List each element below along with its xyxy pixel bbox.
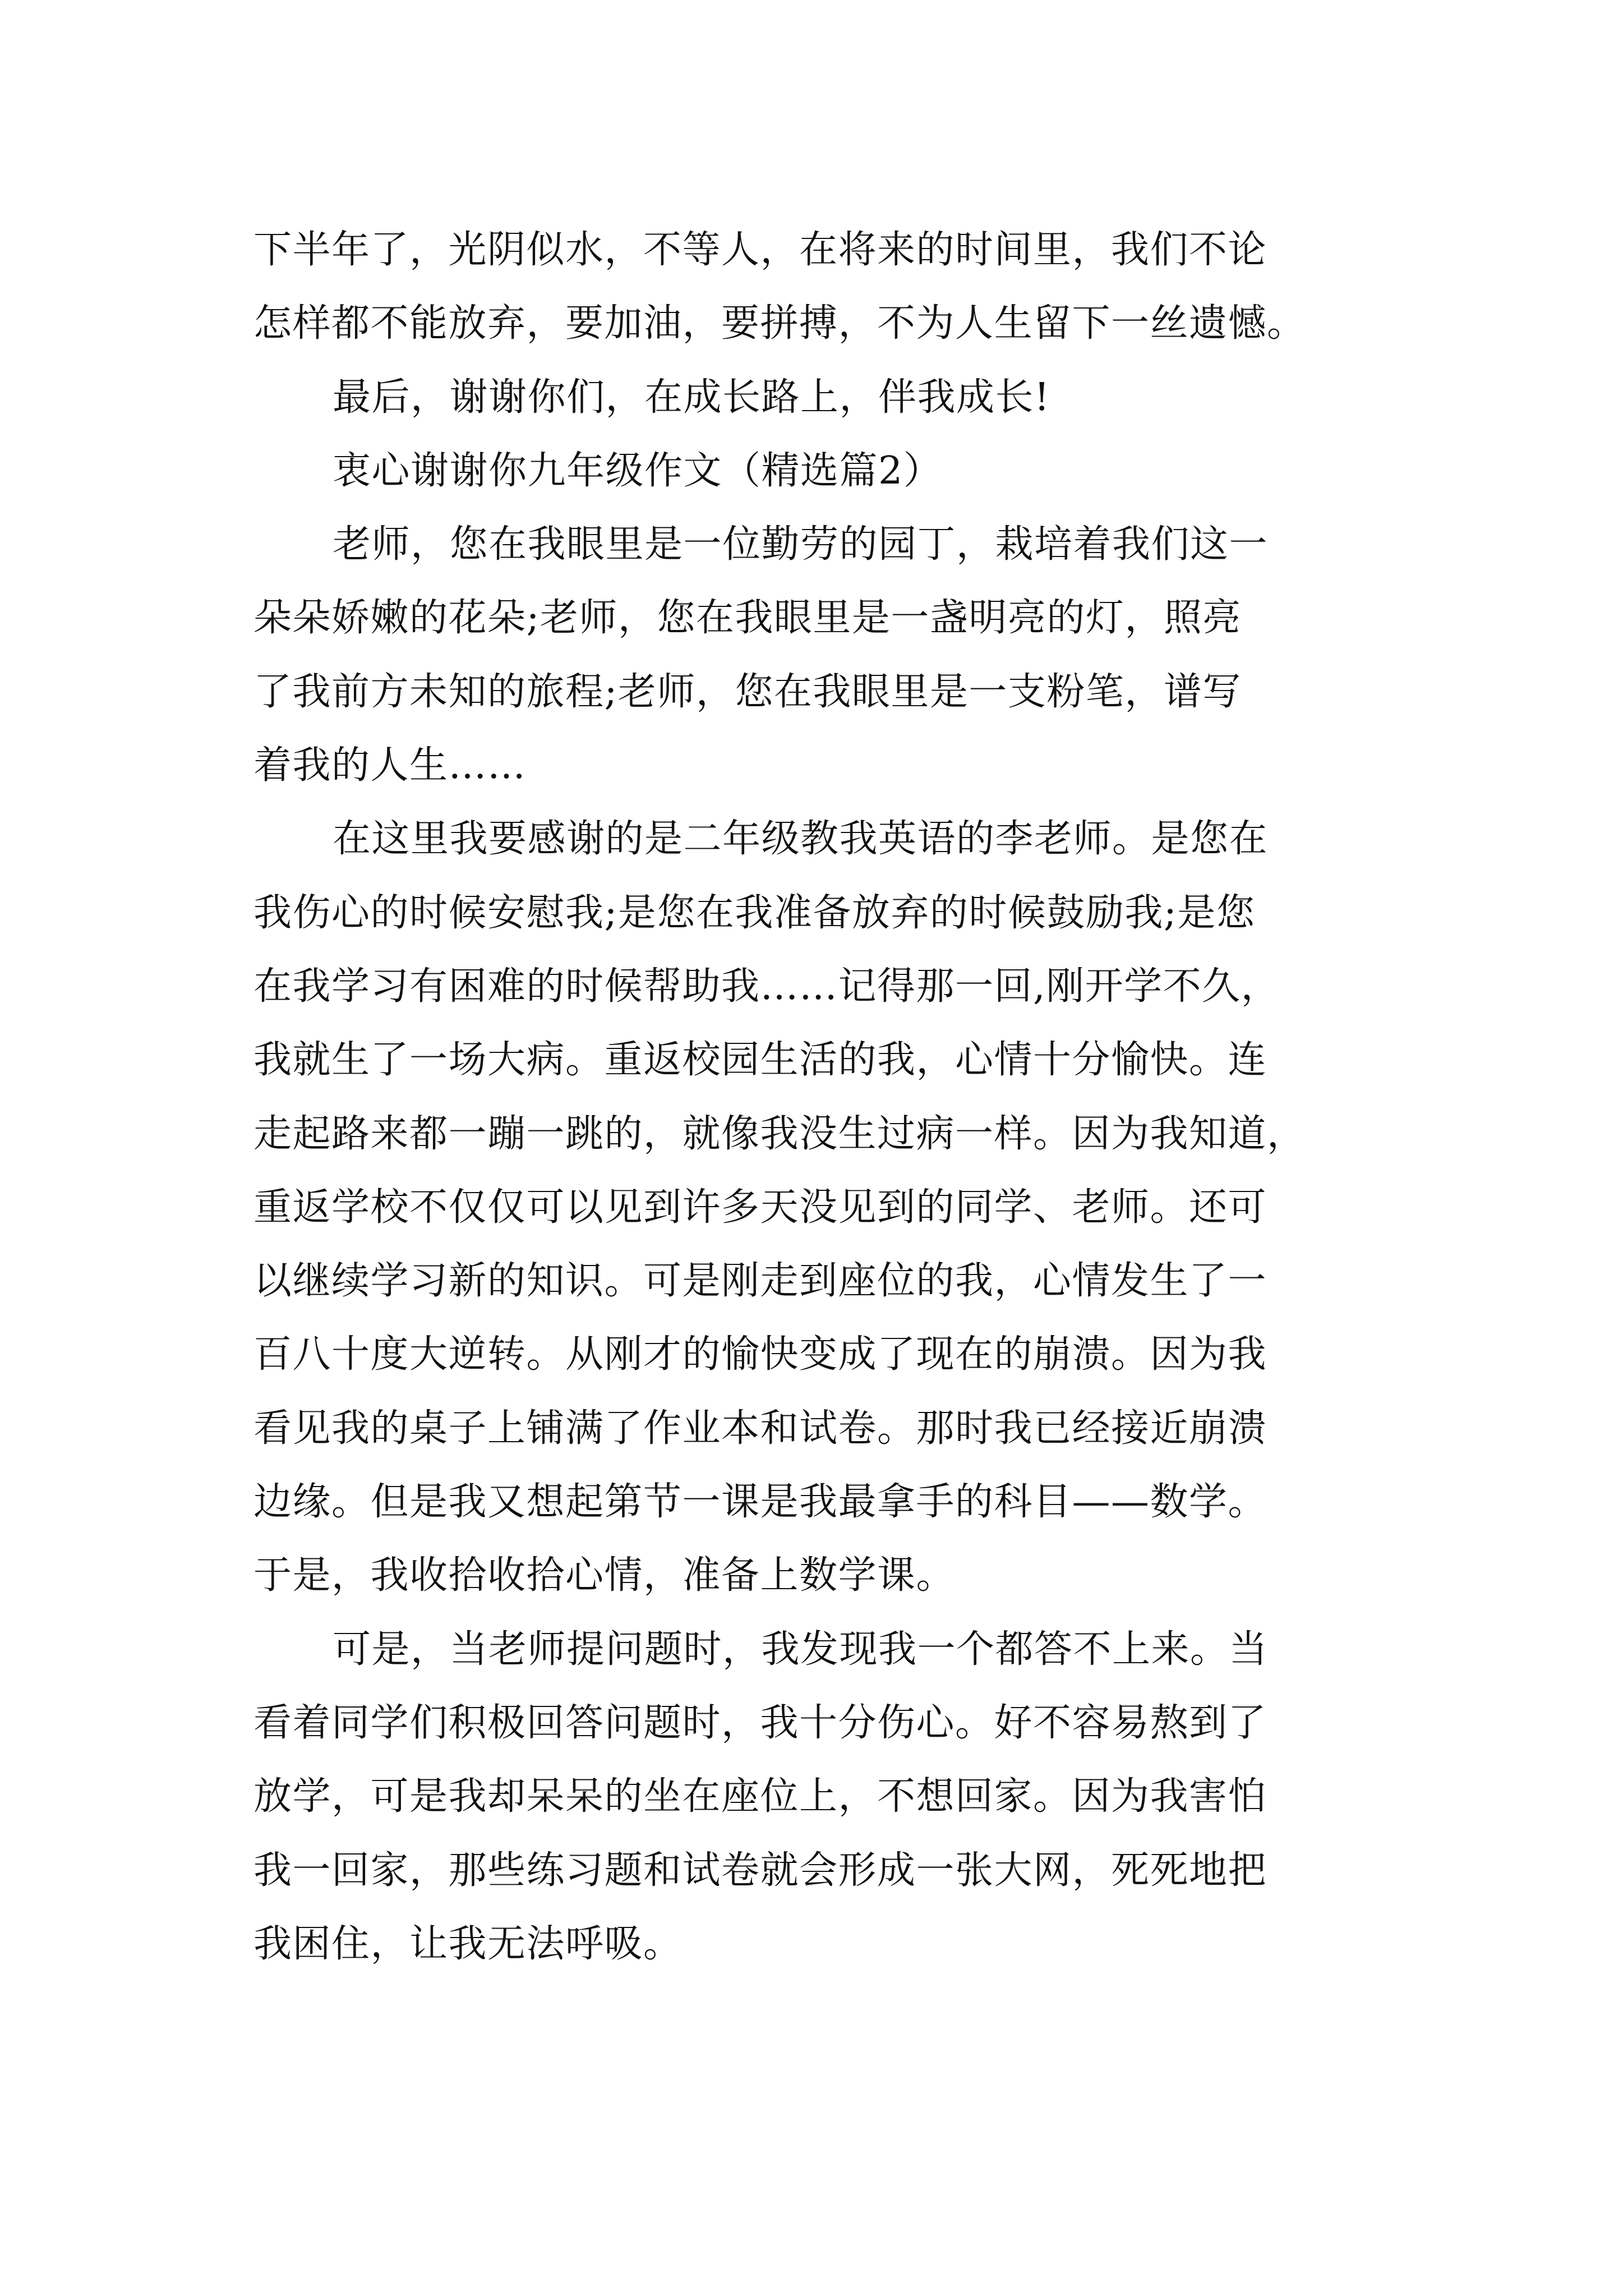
text-line: 我一回家，那些练习题和试卷就会形成一张大网，死死地把 [253,1848,1267,1893]
text-line: 我就生了一场大病。重返校园生活的我，心情十分愉快。连 [253,1038,1267,1083]
essay-text [253,213,1375,1981]
text-line: 在我学习有困难的时候帮助我……记得那一回,刚开学不久， [253,964,1280,1009]
text-line: 走起路来都一蹦一跳的，就像我没生过病一样。因为我知道， [253,1111,1306,1156]
text-line: 看见我的桌子上铺满了作业本和试卷。那时我已经接近崩溃 [253,1406,1267,1451]
text-line: 以继续学习新的知识。可是刚走到座位的我，心情发生了一 [253,1259,1267,1304]
text-line: 老师，您在我眼里是一位勤劳的园丁，栽培着我们这一 [333,522,1269,567]
text-line: 于是，我收拾收拾心情，准备上数学课。 [253,1553,956,1598]
text-line: 重返学校不仅仅可以见到许多天没见到的同学、老师。还可 [253,1185,1267,1230]
section-heading: 衷心谢谢你九年级作文（精选篇2） [333,448,943,493]
text-line: 看着同学们积极回答问题时，我十分伤心。好不容易熬到了 [253,1700,1267,1745]
text-line: 怎样都不能放弃，要加油，要拼搏，不为人生留下一丝遗憾。 [253,301,1306,346]
text-line: 边缘。但是我又想起第节一课是我最拿手的科目——数学。 [253,1480,1267,1525]
text-line: 在这里我要感谢的是二年级教我英语的李老师。是您在 [333,817,1269,862]
text-line: 百八十度大逆转。从刚才的愉快变成了现在的崩溃。因为我 [253,1332,1267,1377]
text-line: 我困住，让我无法呼吸。 [253,1921,683,1966]
text-line: 下半年了，光阴似水，不等人，在将来的时间里，我们不论 [253,228,1267,272]
text-line: 我伤心的时候安慰我;是您在我准备放弃的时候鼓励我;是您 [253,890,1256,935]
text-line: 最后，谢谢你们，在成长路上，伴我成长! [333,375,1050,420]
text-line: 可是，当老师提问题时，我发现我一个都答不上来。当 [333,1627,1269,1672]
text-line: 放学，可是我却呆呆的坐在座位上，不想回家。因为我害怕 [253,1774,1267,1819]
text-line: 着我的人生…… [253,743,527,788]
text-line: 朵朵娇嫩的花朵;老师，您在我眼里是一盏明亮的灯，照亮 [253,596,1242,641]
text-line: 了我前方未知的旅程;老师，您在我眼里是一支粉笔，谱写 [253,669,1242,714]
